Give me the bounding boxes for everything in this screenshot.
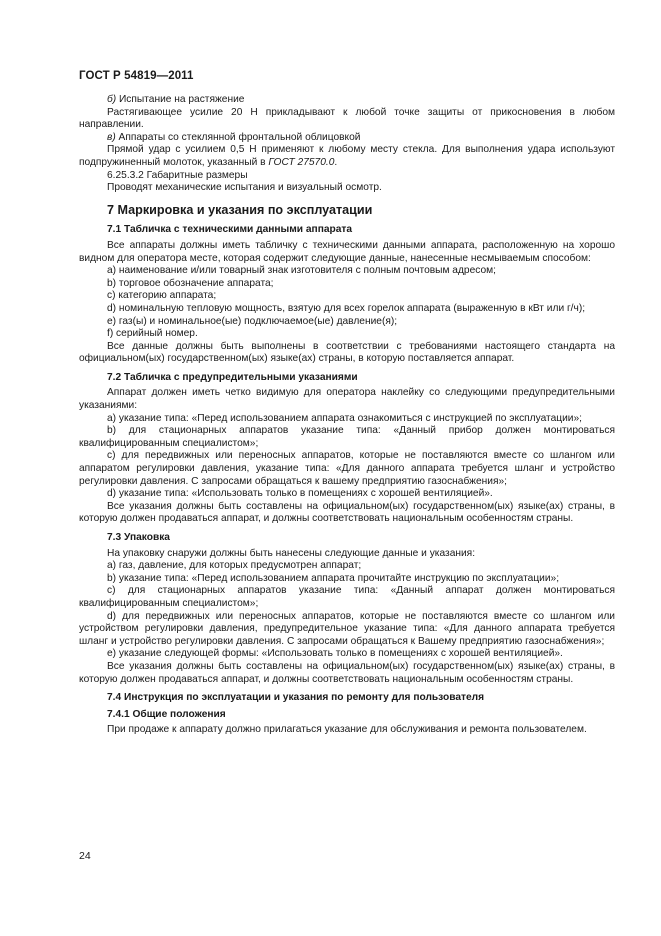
text-run: 7.4.1 Общие положения bbox=[107, 708, 226, 720]
paragraph bbox=[79, 303, 615, 316]
text-run: 7 Маркировка и указания по эксплуатации bbox=[107, 202, 373, 217]
paragraph bbox=[79, 585, 615, 610]
subsection-heading bbox=[107, 692, 615, 705]
text-run: b) торговое обозначение аппарата; bbox=[107, 277, 274, 289]
text-run: a) указание типа: «Перед использованием аппарата ознакомиться с инструкцией по эксплуатации»; bbox=[107, 412, 582, 424]
text-run: Прямой удар с усилием 0,5 Н применяют к любому месту стекла. Для выполнения удара используют подпружиненный молоток, указанный в bbox=[79, 144, 615, 168]
subsection-heading bbox=[107, 224, 615, 237]
paragraph bbox=[79, 240, 615, 265]
text-run: 7.3 Упаковка bbox=[107, 532, 170, 543]
text-run: c) для передвижных или переносных аппаратов, которые не поставляются вместе со шлангом или аппаратом регулировки давления, указание типа: «Для данного аппарата требуется шланг и устройство регулировки давления. С запросами обращаться к вашему предприятию газоснабжения»; bbox=[79, 450, 615, 487]
paragraph bbox=[79, 413, 615, 426]
paragraph bbox=[79, 611, 615, 649]
text-run: 6.25.3.2 Габаритные размеры bbox=[107, 169, 248, 181]
text-run: b) для стационарных аппаратов указание типа: «Данный прибор должен монтироваться квалифицированным специалистом»; bbox=[79, 425, 615, 449]
text-run: d) для передвижных или переносных аппаратов, которые не поставляются вместе со шлангом или устройством регулировки давления, предупредительное указание типа: «Для данного аппарата требуется шланг и устройство регулировки давления. С запросами обращаться к Вашему предприятию газоснабжения»; bbox=[79, 610, 615, 647]
subsection-heading bbox=[107, 372, 615, 385]
text-run: c) для стационарных аппаратов указание типа: «Данный аппарат должен монтироваться квалифицированным специалистом»; bbox=[79, 585, 615, 609]
paragraph bbox=[79, 501, 615, 526]
text-run: Все данные должны быть выполнены в соответствии с требованиями настоящего стандарта на официальном(ых) государственном(ых) языке(ах) страны, в которую поставляется аппарат. bbox=[79, 340, 615, 365]
text-run: в) bbox=[107, 131, 119, 143]
paragraph bbox=[79, 182, 615, 195]
text-run: Все аппараты должны иметь табличку с техническими данными аппарата, расположенную на хорошо видном для оператора месте, которая содержит следующие данные, нанесенные несмываемым способом: bbox=[79, 239, 615, 264]
paragraph bbox=[79, 560, 615, 573]
paragraph bbox=[79, 724, 615, 737]
text-run: a) газ, давление, для которых предусмотрен аппарат; bbox=[107, 560, 362, 572]
paragraph bbox=[79, 328, 615, 341]
text-run: Аппарат должен иметь четко видимую для оператора наклейку со следующими предупредительными указаниями: bbox=[79, 387, 615, 412]
text-run: Все указания должны быть составлены на официальном(ых) государственном(ых) языке(ах) страны, в которую должен продаваться аппарат, и должны соответствовать национальным особенностям страны. bbox=[79, 500, 615, 525]
paragraph bbox=[79, 573, 615, 586]
paragraph bbox=[79, 648, 615, 661]
paragraph bbox=[79, 548, 615, 561]
text-run: б) bbox=[107, 94, 119, 105]
paragraph bbox=[79, 316, 615, 329]
text-run: . bbox=[334, 156, 338, 168]
paragraph bbox=[79, 661, 615, 686]
text-run: Растягивающее усилие 20 Н прикладывают к любой точке защиты от прикосновения в любом направлении. bbox=[79, 106, 615, 131]
paragraph bbox=[79, 107, 615, 132]
standard-designation: ГОСТ Р 54819—2011 bbox=[79, 70, 194, 82]
paragraph bbox=[79, 278, 615, 291]
text-run: b) указание типа: «Перед использованием аппарата прочитайте инструкцию по эксплуатации»; bbox=[107, 572, 560, 584]
text-run: c) категорию аппарата; bbox=[107, 290, 217, 302]
text-run: При продаже к аппарату должно прилагаться указание для обслуживания и ремонта пользователем. bbox=[107, 724, 587, 736]
paragraph bbox=[79, 341, 615, 366]
text-run: Аппараты со стеклянной фронтальной облицовкой bbox=[118, 131, 361, 143]
text-run: e) газ(ы) и номинальное(ые) подключаемое(ые) давление(я); bbox=[107, 315, 398, 327]
subsection-heading bbox=[107, 532, 615, 545]
document-body bbox=[79, 94, 615, 737]
text-run: e) указание следующей формы: «Использовать только в помещениях с хорошей вентиляцией». bbox=[107, 648, 563, 660]
paragraph bbox=[79, 290, 615, 303]
text-run: ГОСТ 27570.0 bbox=[268, 156, 335, 168]
paragraph bbox=[79, 488, 615, 501]
text-run: 7.2 Табличка с предупредительными указаниями bbox=[107, 371, 358, 383]
text-run: На упаковку снаружи должны быть нанесены следующие данные и указания: bbox=[107, 547, 476, 559]
text-run: 7.1 Табличка с техническими данными аппарата bbox=[107, 224, 353, 236]
text-run: d) указание типа: «Использовать только в помещениях с хорошей вентиляцией». bbox=[107, 488, 493, 500]
paragraph bbox=[79, 132, 615, 145]
section-heading bbox=[107, 204, 615, 217]
page-number: 24 bbox=[79, 850, 91, 862]
paragraph bbox=[79, 170, 615, 183]
text-run: 7.4 Инструкция по эксплуатации и указания по ремонту для пользователя bbox=[107, 692, 485, 704]
paragraph bbox=[79, 265, 615, 278]
paragraph bbox=[79, 144, 615, 169]
text-run: f) серийный номер. bbox=[107, 328, 198, 340]
paragraph bbox=[79, 425, 615, 450]
text-run: a) наименование и/или товарный знак изготовителя с полным почтовым адресом; bbox=[107, 265, 496, 277]
text-run: Проводят механические испытания и визуальный осмотр. bbox=[107, 182, 382, 194]
subsection-heading bbox=[107, 709, 615, 722]
paragraph bbox=[79, 450, 615, 488]
paragraph bbox=[79, 94, 615, 107]
text-run: Испытание на растяжение bbox=[118, 94, 245, 105]
text-run: d) номинальную тепловую мощность, взятую для всех горелок аппарата (выраженную в кВт или г/ч); bbox=[107, 302, 586, 314]
text-run: Все указания должны быть составлены на официальном(ых) государственном(ых) языке(ах) страны, в которую должен продаваться аппарат, и должны соответствовать национальным особенностям страны. bbox=[79, 660, 615, 685]
paragraph bbox=[79, 387, 615, 412]
